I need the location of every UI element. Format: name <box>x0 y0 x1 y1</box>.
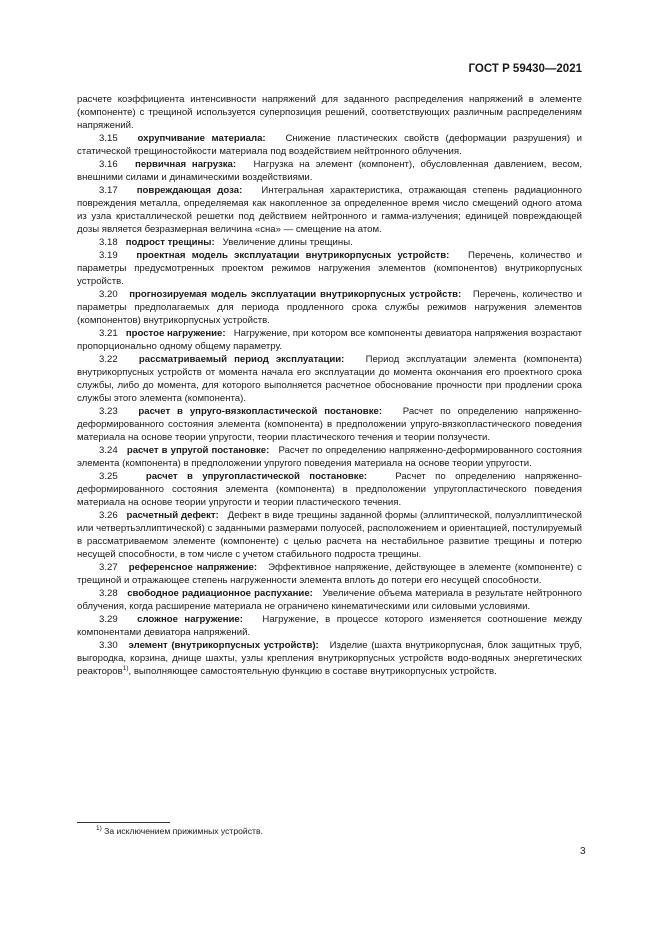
footnote-text: За исключением прижимных устройств. <box>104 826 263 836</box>
intro-paragraph: расчете коэффициента интенсивности напряжений для заданного распределения напряжений в элементе (компоненте) с трещиной используется суперпозиция решений, соответствующих различным распределениям напряжений. <box>77 94 582 131</box>
definition-term: охрупчивание материала: <box>137 133 266 144</box>
definition-text: Дефект в виде трещины заданной формы (эллиптической, полуэллиптической или четвертьэллиптической) с заданными размерами полуосей, расположением и ориентацией, постулируемый в рассматриваемом элементе (компоненте) с целью расчета на нестабильное развитие трещины и потерю несущей способности, в том числе с учетом стабильного подроста трещины. <box>77 510 582 560</box>
definition-text: Нагружение, при котором все компоненты девиатора напряжения возрастают пропорционально одному общему параметру. <box>77 328 582 352</box>
definition-number: 3.22 <box>99 354 118 365</box>
definition-text: Период эксплуатации элемента (компонента) внутрикорпусных устройств от момента начала его эксплуатации до момента окончания его проектного срока службы, либо до момента, для которого выполняется расчетное обоснование прочности при продлении срока службы этого элемента (компонента). <box>77 354 583 404</box>
definition-item <box>77 561 582 587</box>
definition-term: расчетный дефект: <box>126 510 219 521</box>
footnote-reference: 1) <box>122 664 129 672</box>
definition-item <box>77 587 582 613</box>
definition-number: 3.17 <box>99 185 118 196</box>
definition-text: Увеличение объема материала в результате нейтронного облучения, когда расширение материала не ограничено кинематическими или силовыми условиями. <box>77 588 583 612</box>
definition-text: Нагрузка на элемент (компонент), обусловленная давлением, весом, внешними силами и динамическими воздействиями. <box>77 159 583 183</box>
definition-text: Перечень, количество и параметры предусмотренных проектом режимов нагружения элементов (компонентов) внутрикорпусных устройств. <box>77 250 582 287</box>
definition-number: 3.18 <box>99 237 118 248</box>
definition-item <box>77 353 582 405</box>
document-header: ГОСТ Р 59430—2021 <box>468 63 582 75</box>
footnote-mark: 1) <box>96 825 102 833</box>
definition-number: 3.27 <box>99 562 118 573</box>
definition-term: расчет в упруго-вязкопластической постановке: <box>138 406 383 417</box>
definition-number: 3.19 <box>99 250 118 261</box>
definition-term: первичная нагрузка: <box>135 159 237 170</box>
definition-number: 3.29 <box>99 614 118 625</box>
definition-number: 3.25 <box>99 471 118 482</box>
definition-text: Расчет по определению напряженно-деформированного состояния элемента (компонента) в предположении упругопластического поведения материала на основе теории упругости и теории пластического течения. <box>77 471 582 508</box>
definition-item <box>77 327 582 353</box>
definition-number: 3.24 <box>99 445 118 456</box>
definition-item <box>77 613 582 639</box>
definition-3-30 <box>77 639 582 678</box>
definition-item <box>77 444 582 470</box>
definition-term: прогнозируемая модель эксплуатации внутрикорпусных устройств: <box>129 289 462 300</box>
definition-item <box>77 470 582 509</box>
definitions-list <box>77 132 582 639</box>
definition-term: простое нагружение: <box>125 328 226 339</box>
definition-item <box>77 236 582 249</box>
definition-text-end: , выполняющее самостоятельную функцию в составе внутрикорпусных устройств. <box>128 666 497 677</box>
definition-number: 3.16 <box>99 159 118 170</box>
definition-term: проектная модель эксплуатации внутрикорпусных устройств: <box>136 250 450 261</box>
definition-text: Интегральная характеристика, отражающая степень радиационного повреждения металла, определяемая как накопленное за определенное время число смещений одного атома из узла кристаллической решетки под действием нейтронного и гамма-излучения; единицей повреждающей дозы является безразмерная величина «сна» — смещение на атом. <box>77 185 583 235</box>
definition-term: референсное напряжение: <box>128 562 258 573</box>
definition-term: расчет в упругой постановке: <box>126 445 270 456</box>
definition-term: рассматриваемый период эксплуатации: <box>138 354 345 365</box>
definition-term: повреждающая доза: <box>136 185 243 196</box>
definition-item <box>77 288 582 327</box>
definition-item <box>77 249 582 288</box>
document-body <box>77 93 582 678</box>
definition-text: Эффективное напряжение, действующее в элементе (компоненте) с трещиной и отражающее степень нагруженности элемента вплоть до потери его несущей способности. <box>77 562 582 586</box>
definition-text: Нагружение, в процессе которого изменяется соотношение между компонентами девиатора напряжений. <box>77 614 583 638</box>
definition-number: 3.26 <box>99 510 118 521</box>
definition-item <box>77 509 582 561</box>
definition-item <box>77 184 582 236</box>
definition-number: 3.15 <box>99 133 118 144</box>
definition-text: Расчет по определению напряженно-деформированного состояния элемента (компонента) в предположении упругого поведения материала на основе теории упругости. <box>77 445 582 469</box>
definition-item <box>77 132 582 158</box>
definition-text: Изделие (шахта внутрикорпусная, блок защитных труб, выгородка, корзина, днище шахты, узлы крепления внутрикорпусных устройств водо-водяных энергетических реакторов <box>77 640 583 677</box>
definition-text: Увеличение длины трещины. <box>222 237 353 248</box>
definition-number: 3.20 <box>99 289 118 300</box>
definition-number: 3.30 <box>99 640 118 651</box>
definition-term: подрост трещины: <box>125 237 215 248</box>
definition-number: 3.21 <box>99 328 118 339</box>
definition-text: Снижение пластических свойств (деформации разрушения) и статической трещиностойкости материала под воздействием нейтронного облучения. <box>77 133 582 157</box>
page-number: 3 <box>580 846 586 857</box>
definition-text: Перечень, количество и параметры предполагаемых для периода продленного срока службы режимов нагружения элементов (компонентов) внутрикорпусных устройств. <box>77 289 582 326</box>
definition-text: Расчет по определению напряженно-деформированного состояния элемента (компонента) в предположении упруго-вязкопластического поведения материала на основе теории упругости, теории пластического течения и теории ползучести. <box>77 406 582 443</box>
definition-term: сложное нагружение: <box>137 614 243 625</box>
definition-term: свободное радиационное распухание: <box>127 588 313 599</box>
definition-item <box>77 158 582 184</box>
definition-number: 3.28 <box>99 588 118 599</box>
definition-term: расчет в упругопластической постановке: <box>145 471 368 482</box>
definition-term: элемент (внутрикорпусных устройств): <box>128 640 319 651</box>
definition-item <box>77 405 582 444</box>
definition-number: 3.23 <box>99 406 118 417</box>
footnote <box>96 826 263 836</box>
footnote-separator <box>77 822 170 823</box>
